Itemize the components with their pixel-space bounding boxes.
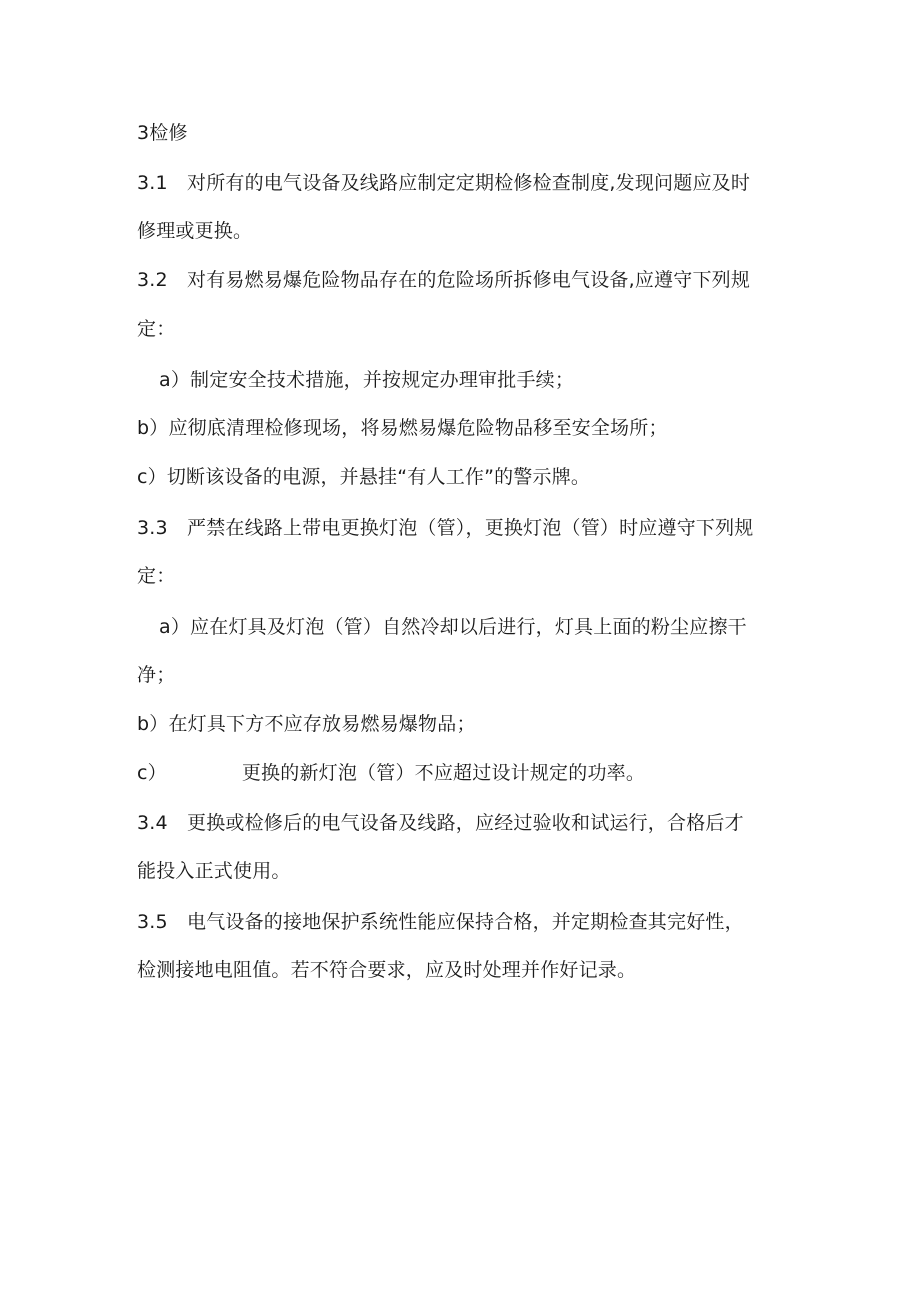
item-text: 电气设备的接地保护系统性能应保持合格，并定期检查其完好性，: [187, 911, 744, 933]
sub-item-3-2-c: c）切断该设备的电源，并悬挂“有人工作”的警示牌。: [137, 466, 591, 488]
item-text: 更换或检修后的电气设备及线路，应经过验收和试运行，合格后才: [187, 812, 744, 834]
item-3-3-line-1: [137, 516, 754, 540]
item-number: 3.5: [137, 911, 168, 933]
item-text: 对有易燃易爆危险物品存在的危险场所拆修电气设备,应遵守下列规: [187, 269, 751, 291]
item-text: 严禁在线路上带电更换灯泡（管），更换灯泡（管）时应遵守下列规: [187, 517, 754, 539]
sub-item-3-3-b: b）在灯具下方不应存放易燃易爆物品；: [137, 713, 476, 735]
sub-item-text: 更换的新灯泡（管）不应超过设计规定的功率。: [241, 762, 646, 784]
item-3-2-line-2: 定：: [137, 318, 176, 340]
item-number: 3.1: [137, 172, 168, 194]
sub-item-3-3-a-line-1: a）应在灯具及灯泡（管）自然冷却以后进行，灯具上面的粉尘应擦干: [159, 616, 747, 638]
item-number: 3.3: [137, 517, 168, 539]
sub-item-3-2-b: b）应彻底清理检修现场，将易燃易爆危险物品移至安全场所；: [137, 417, 668, 439]
sub-item-3-2-a: a）制定安全技术措施，并按规定办理审批手续；: [159, 369, 575, 391]
section-heading: 3检修: [137, 122, 188, 144]
item-3-2-line-1: [137, 268, 750, 292]
item-number: 3.2: [137, 269, 168, 291]
item-3-3-line-2: 定：: [137, 565, 176, 587]
item-number: 3.4: [137, 812, 168, 834]
item-3-4-line-2: 能投入正式使用。: [137, 860, 291, 882]
sub-item-3-3-a-line-2: 净；: [137, 664, 176, 686]
item-3-4-line-1: [137, 811, 744, 835]
item-3-1-line-1: [137, 171, 750, 195]
sub-item-3-3-c: [137, 761, 645, 785]
sub-item-label: c）: [137, 762, 167, 784]
item-3-5-line-1: [137, 910, 744, 934]
item-3-1-line-2: 修理或更换。: [137, 220, 253, 242]
item-3-5-line-2: 检测接地电阻值。若不符合要求，应及时处理并作好记录。: [137, 959, 637, 981]
item-text: 对所有的电气设备及线路应制定定期检修检查制度,发现问题应及时: [187, 172, 751, 194]
